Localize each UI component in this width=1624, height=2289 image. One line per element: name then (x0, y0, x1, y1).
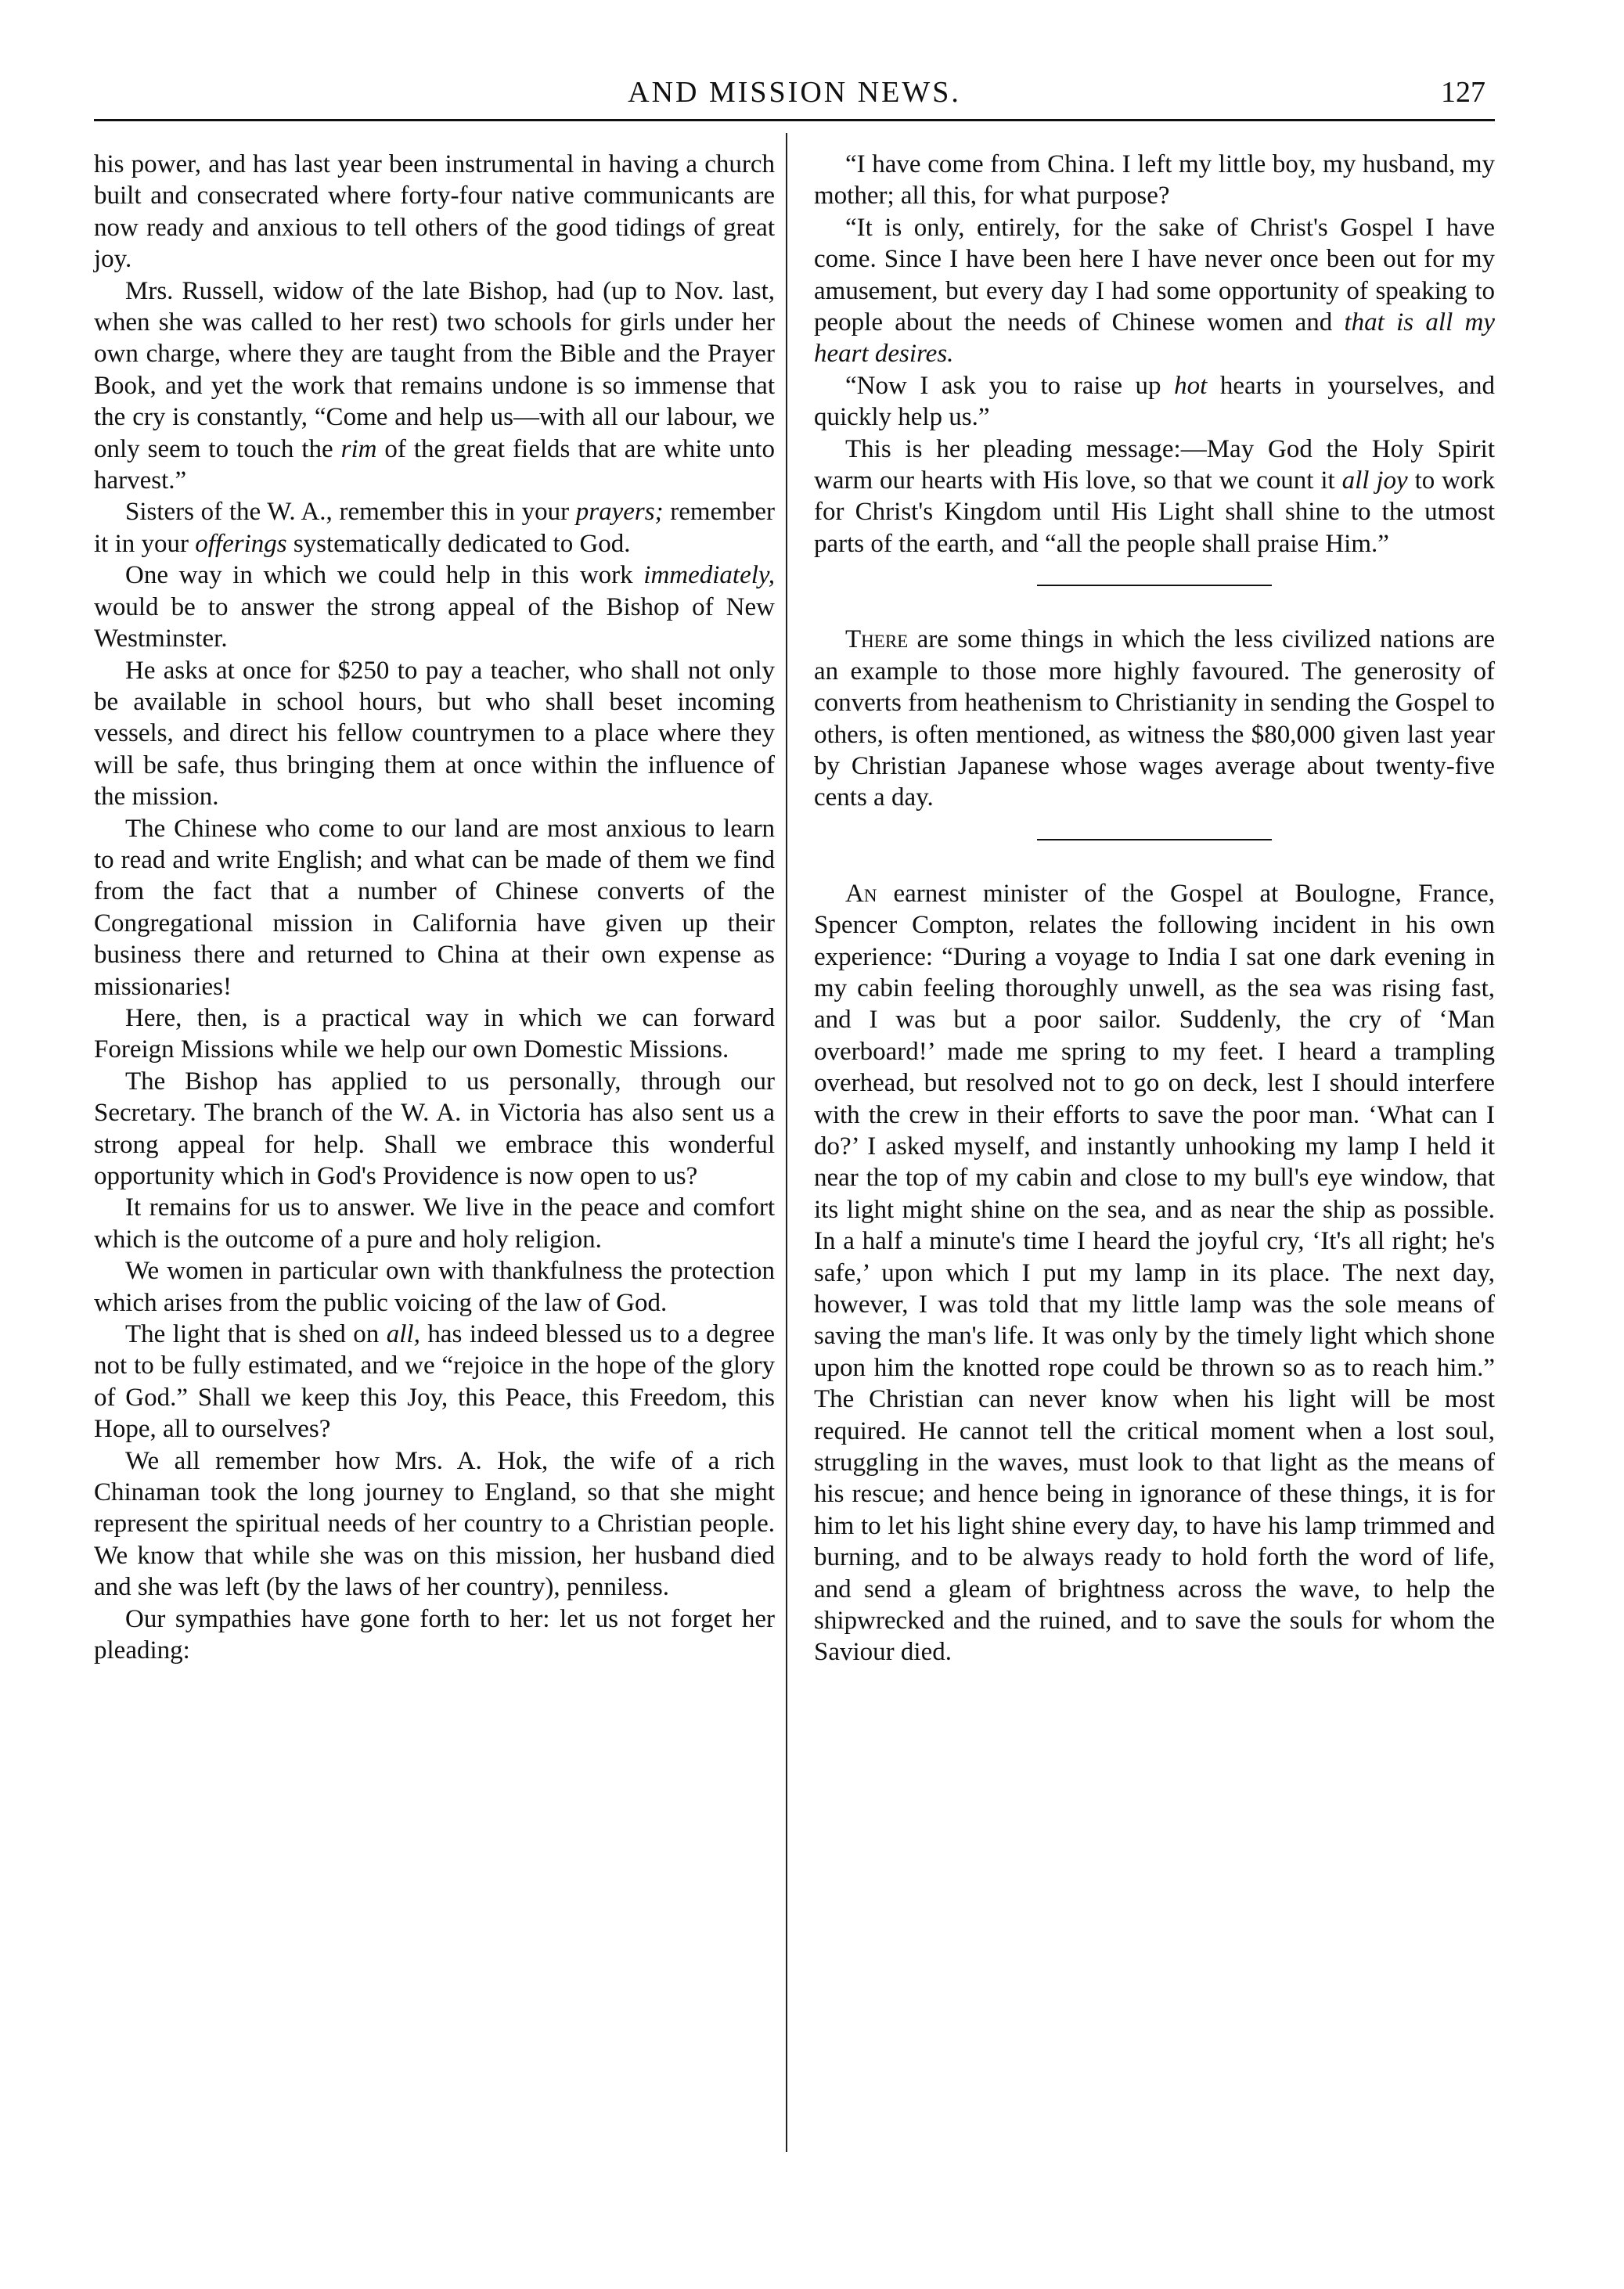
paragraph: Here, then, is a practical way in which we can forward Foreign Missions while we help our own Domestic Missions. (94, 1003, 775, 1064)
emphasis: hot (1174, 371, 1208, 400)
paragraph: The Chinese who come to our land are most anxious to learn to read and write English; and what can be made of them we find from the fact that a number of Chinese converts of the Congregational mission in California have given up their business there and returned to China at their own expense as missionaries! (94, 814, 775, 1001)
paragraph: He asks at once for $250 to pay a teacher, who shall not only be available in school hours, but who shall beset incoming vessels, and direct his fellow countrymen to a place where they will be safe, thus bringing them at once within the influence of the mission. (94, 656, 775, 812)
text-run: One way in which we could help in this work (125, 561, 644, 590)
paragraph (94, 275, 775, 497)
paragraph: We women in particular own with thankfulness the protection which arises from the public voicing of the law of God. (94, 1257, 775, 1317)
emphasis: that is all my heart desires. (814, 308, 1495, 369)
page-number: 127 (1441, 76, 1485, 109)
emphasis: prayers; (575, 498, 664, 527)
paragraph: “I have come from China. I left my little boy, my husband, my mother; all this, for what purpose? (814, 150, 1495, 211)
emphasis: all, (386, 1320, 420, 1349)
column-rule (786, 133, 787, 2152)
text-run: earnest minister of the Gospel at Boulogne, France, Spencer Compton, relates the following incident in his own experience: “During a voyage to India I sat one dark evening in my cabin feeling thoroughly unwell, as the sea was rising fast, and I was but a poor sailor. Suddenly, the cry of ‘Man overboard!’ made me spring to my feet. I heard a trampling overhead, but resolved not to go on deck, lest I should interfere with the crew in their efforts to save the poor man. ‘What can I do?’ I asked myself, and instantly unhooking my lamp I held it near the top of my cabin and close to my bull's eye window, that its light might shine on the sea, and as near the ship as possible. In a half a minute's time I heard the joyful cry, ‘It's all right; he's safe,’ upon which I put my lamp in its place. The next day, however, I was told that my little lamp was the sole means of saving the man's life. It was only by the timely light which shone upon him the knotted rope could be thrown so as to reach him.” The Christian can never know when his light will be most required. He cannot tell the critical moment when a lost soul, struggling in the waves, must look to that light as the means of his rescue; and hence being in ignorance of these things, it is for him to let his light shine every day, to have his lamp trimmed and burning, and to be always ready to hold forth the word of life, and send a gleam of brightness across the wave, to help the shipwrecked and the ruined, and to save the souls for whom the Saviour died. (814, 879, 1495, 1667)
text-run: remember it in your (94, 498, 775, 558)
emphasis: rim (340, 434, 377, 463)
paragraph (94, 560, 775, 654)
text-run: This is her pleading message:—May God the Holy Spirit warm our hearts with His love, so that we count it (814, 434, 1495, 495)
text-run: “Come and help us—with all our labour, we only seem to touch the (94, 403, 775, 463)
paragraph: It remains for us to answer. We live in the peace and comfort which is the outcome of a pure and holy religion. (94, 1193, 775, 1254)
text-run: “It is only, entirely, for the sake of Christ's Gospel I have come. Since I have been here I have never once been out for my amusement, but every day I had some opportunity of speaking to people about the needs of Chinese women and (814, 213, 1495, 337)
running-title: AND MISSION NEWS. (628, 76, 961, 109)
paragraph: Our sympathies have gone forth to her: let us not forget her pleading: (94, 1604, 775, 1665)
text-run: would be to answer the strong appeal of the Bishop of New Westminster. (94, 592, 775, 653)
paragraph (94, 1319, 775, 1445)
header-rule (94, 119, 1495, 121)
lead-word: There (845, 625, 909, 654)
paragraph (94, 496, 775, 560)
section-divider (1037, 839, 1272, 840)
paragraph: We all remember how Mrs. A. Hok, the wife of a rich Chinaman took the long journey to England, so that she might represent the spiritual needs of her country to a Christian people. We know that while she was on this mission, her husband died and she was left (by the laws of her country), penniless. (94, 1446, 775, 1602)
paragraph (814, 878, 1495, 1668)
paragraph: The Bishop has applied to us personally, through our Secretary. The branch of the W. A. in Victoria has also sent us a strong appeal for help. Shall we embrace this wonderful opportunity which in God's Providence is now open to us? (94, 1067, 775, 1190)
paragraph (814, 212, 1495, 370)
emphasis: all joy (1341, 466, 1408, 495)
paragraph (814, 624, 1495, 813)
left-column (94, 149, 775, 1667)
right-column (814, 149, 1495, 1668)
paragraph (814, 434, 1495, 560)
text-run: systematically dedicated to God. (286, 529, 631, 558)
emphasis: offerings (195, 529, 287, 558)
running-header (94, 69, 1495, 119)
emphasis: immediately, (643, 561, 775, 590)
text-run: Sisters of the W. A., remember this in your (125, 498, 576, 527)
text-run: are some things in which the less civilized nations are an example to those more highly favoured. The generosity of converts from heathenism to Christianity in sending the Gospel to others, is often mentioned, as witness the $80,000 given last year by Christian Japanese whose wages average about twenty-five cents a day. (814, 625, 1495, 812)
text-run: of the great fields that are white unto harvest.” (94, 434, 775, 495)
text-run: “Now I ask you to raise up (845, 371, 1175, 400)
text-run: has indeed blessed us to a degree not to be fully estimated, and we “rejoice in the hope of the glory of God.” Shall we keep this Joy, this Peace, this Freedom, this Hope, all to ourselves? (94, 1320, 776, 1444)
section-divider (1037, 585, 1272, 586)
text-run: hearts in yourselves, and quickly help us.” (814, 371, 1495, 432)
paragraph: his power, and has last year been instrumental in having a church built and consecrated where forty-four native communicants are now ready and anxious to tell others of the good tidings of great joy. (94, 150, 775, 274)
text-run: to work for Christ's Kingdom until His Light shall shine to the utmost parts of the earth, and “all the people shall praise Him.” (814, 466, 1496, 558)
paragraph (814, 370, 1495, 434)
text-run: Mrs. Russell, widow of the late Bishop, had (up to Nov. last, when she was called to her rest) two schools for girls under her own charge, where they are taught from the Bible and the Prayer Book, and yet the work that remains undone is so immense that the cry is constantly, (94, 276, 775, 432)
lead-word: An (845, 879, 877, 908)
text-run: The light that is shed on (125, 1320, 387, 1349)
